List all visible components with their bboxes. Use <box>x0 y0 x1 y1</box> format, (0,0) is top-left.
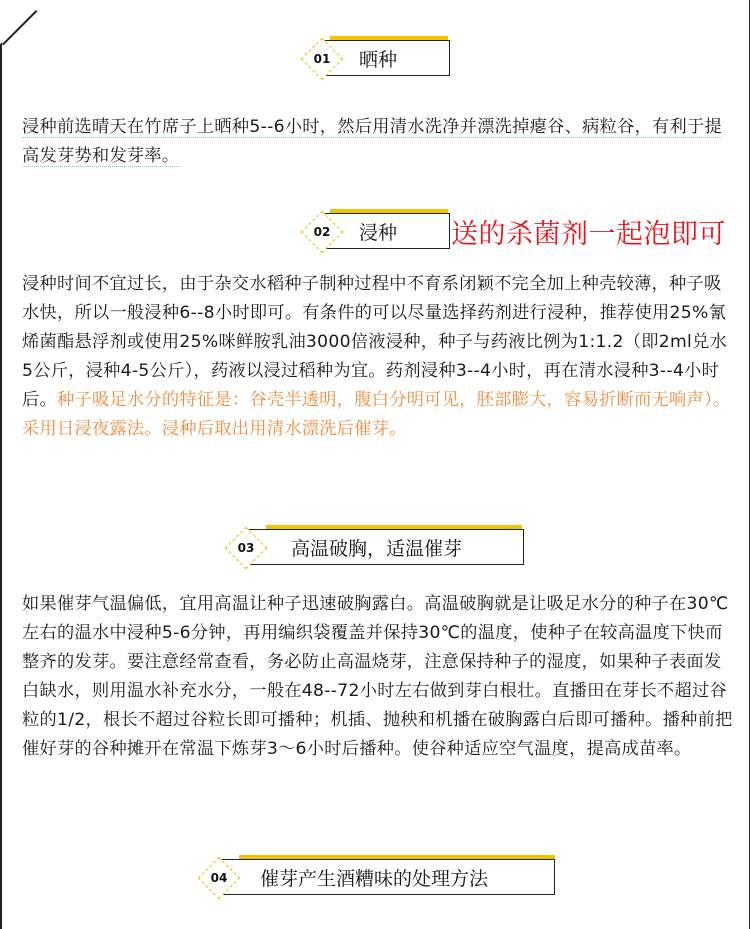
section-04-heading <box>199 855 559 897</box>
section-title: 浸种 <box>359 221 398 244</box>
section-03-paragraph <box>22 590 734 764</box>
section-number: 03 <box>237 541 255 555</box>
section-03-heading <box>226 525 526 567</box>
section-number: 02 <box>313 225 331 239</box>
section-02-paragraph <box>22 270 734 444</box>
paragraph-text: 浸种时间不宜过长，由于杂交水稻种子制种过程中不育系闭颖不完全加上种壳较薄，种子吸水快，所以一般浸种6--8小时即可。有条件的可以尽量选择药剂进行浸种，推荐使用25%氰烯菌酯悬浮剂或使用25%咪鲜胺乳油3000倍液浸种，种子与药液比例为1:1.2（即2ml兑水5公斤，浸种4-5公斤），药液以浸过稻种为宜。药剂浸种3--4小时，再在清水浸种3--4小时后。 <box>22 274 728 410</box>
section-number: 04 <box>210 871 228 885</box>
section-number: 01 <box>313 52 331 66</box>
heading-box <box>219 859 555 895</box>
highlighted-text: 种子吸足水分的特征是：谷壳半透明，腹白分明可见，胚部膨大，容易折断而无响声）。采用日浸夜露法。浸种后取出用清水漂洗后催芽。 <box>22 390 731 439</box>
paragraph-text: 浸种前选晴天在竹席子上晒种5--6小时，然后用清水洗净并漂洗掉瘪谷、病粒谷，有利于提高发芽势和发芽率。 <box>22 117 723 166</box>
red-annotation: 送的杀菌剂一起泡即可 <box>451 219 726 250</box>
paragraph-text: 如果催芽气温偏低，宜用高温让种子迅速破胸露白。高温破胸就是让吸足水分的种子在30℃左右的温水中浸种5-6分钟，再用编织袋覆盖并保持30℃的温度，使种子在较高温度下快而整齐的发芽。要注意经常查看，务必防止高温烧芽，注意保持种子的湿度，如果种子表面发白缺水，则用温水补充水分，一般在48--72小时左右做到芽白根壮。直播田在芽长不超过谷粒的1/2，根长不超过谷粒长即可播种；机插、抛秧和机播在破胸露白后即可播种。播种前把催好芽的谷种摊开在常温下炼芽3～6小时后播种。使谷种适应空气温度，提高成苗率。 <box>22 594 733 759</box>
section-02-heading <box>302 209 452 251</box>
section-01-paragraph <box>22 113 734 171</box>
heading-box <box>246 529 524 565</box>
section-01-heading <box>302 36 452 78</box>
section-title: 催芽产生酒糟味的处理方法 <box>260 867 489 890</box>
section-title: 高温破胸，适温催芽 <box>291 537 463 560</box>
section-title: 晒种 <box>359 48 398 71</box>
